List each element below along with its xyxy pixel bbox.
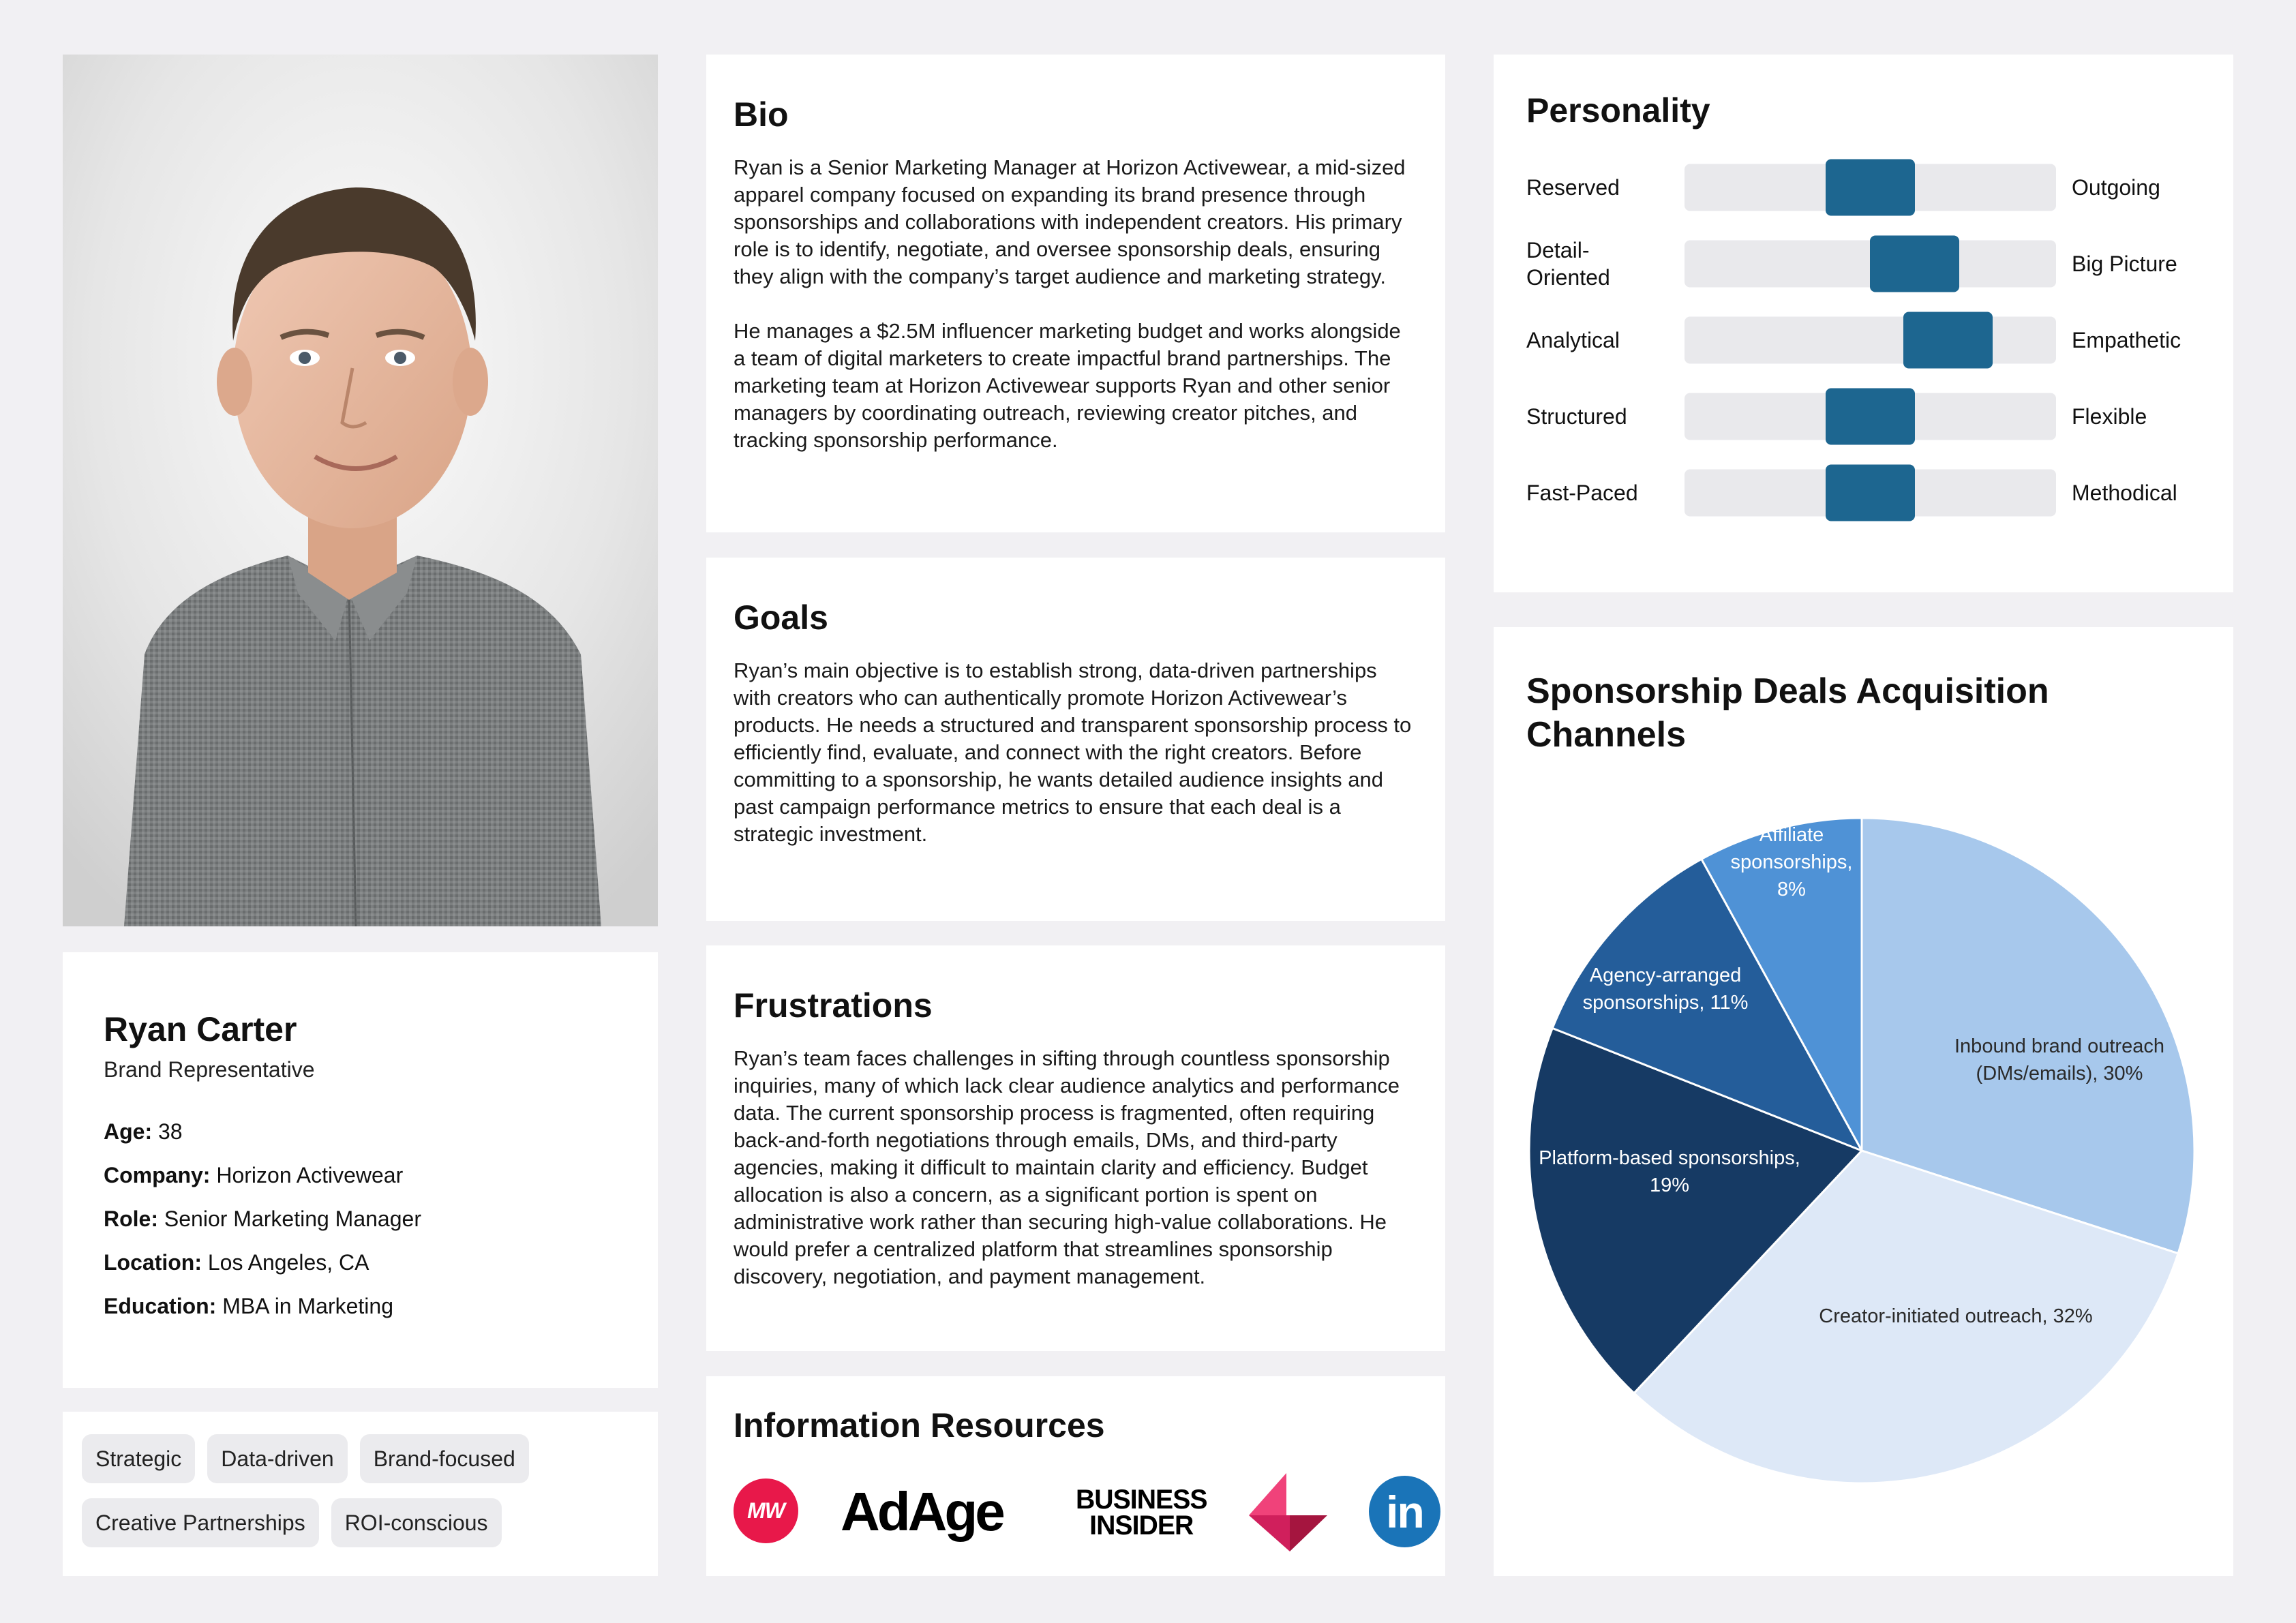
- profile-card: [63, 952, 658, 1388]
- trait-left-label: Fast-Paced: [1526, 481, 1638, 505]
- fact-company: Company: Horizon Activewear: [104, 1163, 404, 1187]
- fact-education: Education: MBA in Marketing: [104, 1294, 393, 1318]
- trait-slider-track[interactable]: [1685, 241, 2056, 288]
- personality-traits: [1526, 149, 2201, 531]
- chart-title: Sponsorship Deals Acquisition Channels: [1526, 671, 2049, 755]
- bio-card: [706, 55, 1445, 532]
- person-portrait: [63, 55, 658, 926]
- trait-row: [1526, 302, 2201, 378]
- tag-brand-focused: Brand-focused: [360, 1434, 529, 1483]
- trait-slider-track[interactable]: [1685, 393, 2056, 440]
- trait-row: [1526, 226, 2201, 302]
- profile-title: Brand Representative: [104, 1057, 315, 1082]
- goals-heading: Goals: [734, 598, 828, 637]
- pie-slice-label: Inbound brand outreach (DMs/emails), 30%: [1954, 1035, 2164, 1084]
- trait-right-label: Methodical: [2072, 481, 2177, 505]
- trait-row: [1526, 455, 2201, 531]
- trait-right-label: Big Picture: [2072, 252, 2177, 276]
- bio-heading: Bio: [734, 95, 789, 134]
- goals-card: [706, 558, 1445, 921]
- trait-slider-knob[interactable]: [1870, 236, 1959, 292]
- trait-slider-track[interactable]: [1685, 164, 2056, 211]
- pie-slice-label: Agency-arranged sponsorships, 11%: [1582, 965, 1749, 1014]
- profile-name: Ryan Carter: [104, 1010, 297, 1048]
- trait-right-label: Flexible: [2072, 404, 2147, 429]
- fact-role: Role: Senior Marketing Manager: [104, 1207, 421, 1231]
- frustrations-heading: Frustrations: [734, 986, 933, 1025]
- resources-card: [706, 1376, 1445, 1576]
- resources-heading: Information Resources: [734, 1406, 1105, 1444]
- trait-left-label: Analytical: [1526, 328, 1620, 352]
- trait-left-label: Structured: [1526, 404, 1627, 429]
- pie-slice-label: Creator-initiated outreach, 32%: [1819, 1305, 2093, 1327]
- frustrations-card: [706, 945, 1445, 1351]
- pie-chart: [1494, 627, 2233, 1576]
- fact-location: Location: Los Angeles, CA: [104, 1250, 369, 1275]
- tag-strategic: Strategic: [82, 1434, 195, 1483]
- bio-paragraph-2: He manages a $2.5M influencer marketing budget and works alongside a team of digital marketers to create impactful brand partnerships. The marketing team at Horizon Activewear supports Ryan and other senior managers by coordinating outreach, reviewing creator pitches, and tracking sponsorship performance.: [734, 319, 1401, 452]
- personality-heading: Personality: [1526, 91, 1710, 130]
- marketing-week-logo[interactable]: MW: [734, 1478, 798, 1543]
- business-insider-logo[interactable]: BUSINESS INSIDER: [1075, 1485, 1207, 1541]
- trait-slider-track[interactable]: [1685, 470, 2056, 517]
- trait-left-label: Detail-Oriented: [1526, 238, 1610, 290]
- trait-right-label: Outgoing: [2072, 175, 2160, 200]
- tag-creative-partnerships: Creative Partnerships: [82, 1498, 319, 1547]
- trait-slider-knob[interactable]: [1826, 160, 1915, 216]
- trait-slider-knob[interactable]: [1903, 312, 1993, 369]
- trait-slider-track[interactable]: [1685, 317, 2056, 364]
- pie-slice-label: Affiliate sponsorships, 8%: [1730, 824, 1853, 900]
- fact-age: Age: 38: [104, 1119, 183, 1144]
- acquisition-chart-card: [1494, 627, 2233, 1576]
- bio-paragraph-1: Ryan is a Senior Marketing Manager at Horizon Activewear, a mid-sized apparel company focused on expanding its brand presence through sponsorships and collaborations with independent creators. His primary role is to identify, negotiate, and oversee sponsorship deals, ensuring they align with the company’s target audience and marketing strategy.: [734, 155, 1406, 288]
- linkedin-logo[interactable]: in: [1369, 1476, 1440, 1547]
- pie-slice-label: Platform-based sponsorships, 19%: [1539, 1147, 1800, 1196]
- tag-roi-conscious: ROI-conscious: [331, 1498, 502, 1547]
- tags-card: [63, 1412, 658, 1576]
- tag-data-driven: Data-driven: [207, 1434, 347, 1483]
- frustrations-text: Ryan’s team faces challenges in sifting through countless sponsorship inquiries, many of which lack clear audience analytics and performance data. The current sponsorship process is fragmented, often requiring back-and-forth negotiations through emails, DMs, and third-party agencies, making it difficult to maintain clarity and efficiency. Budget allocation is also a concern, as a significant portion is spent on administrative work rather than securing high-value collaborations. He would prefer a centralized platform that streamlines sponsorship discovery, negotiation, and payment management.: [734, 1046, 1400, 1288]
- adage-logo[interactable]: AdAge: [841, 1481, 1003, 1542]
- trait-slider-knob[interactable]: [1826, 389, 1915, 445]
- personality-card: [1494, 55, 2233, 592]
- trait-left-label: Reserved: [1526, 175, 1620, 200]
- trait-right-label: Empathetic: [2072, 328, 2181, 352]
- trait-slider-knob[interactable]: [1826, 465, 1915, 521]
- profile-photo: [63, 55, 658, 926]
- resource-logos: [734, 1466, 1423, 1562]
- trait-row: [1526, 378, 2201, 455]
- trait-row: [1526, 149, 2201, 226]
- arrow-brand-logo[interactable]: [1249, 1473, 1327, 1551]
- profile-facts: [104, 1118, 617, 1320]
- goals-text: Ryan’s main objective is to establish strong, data-driven partnerships with creators who can authentically promote Horizon Activewear’s products. He needs a structured and transparent sponsorship process to efficiently find, evaluate, and connect with the right creators. Before committing to a sponsorship, he wants detailed audience insights and past campaign performance metrics to ensure that each deal is a strategic investment.: [734, 658, 1412, 846]
